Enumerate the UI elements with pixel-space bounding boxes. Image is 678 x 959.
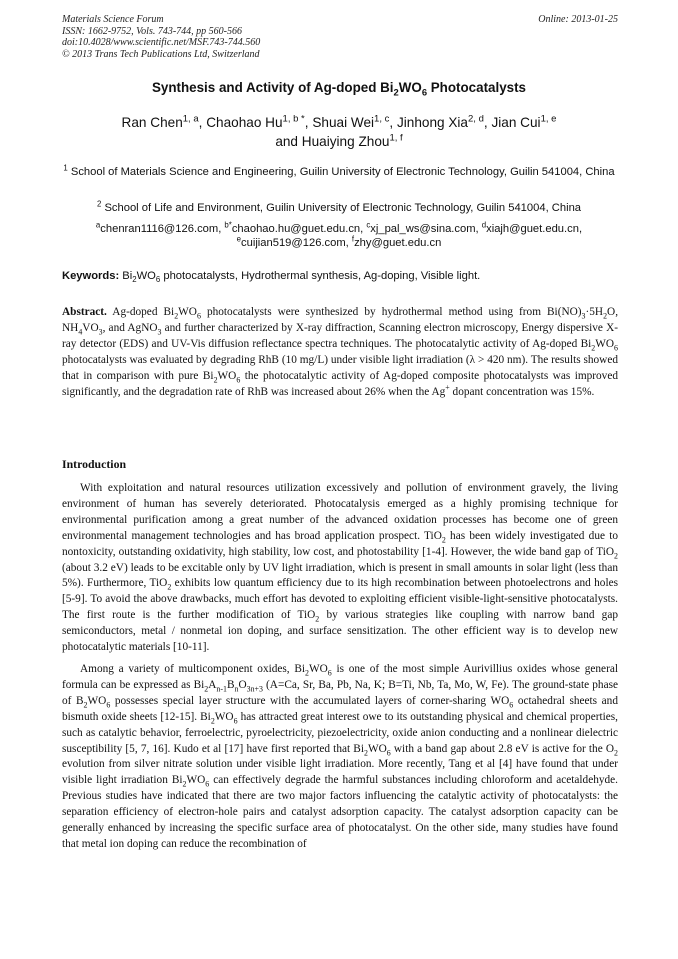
keywords-label: Keywords: (62, 270, 120, 282)
title-text: Photocatalysts (427, 80, 527, 95)
abstract-subscript: 6 (236, 374, 241, 384)
author-separator: , (304, 115, 313, 130)
email-address: chenran1116@126.com, (100, 223, 225, 235)
email-key: a (95, 220, 101, 230)
paragraph-subscript: 2 (315, 614, 320, 624)
abstract-text: O, NH (62, 306, 619, 334)
abstract-subscript: 6 (614, 343, 618, 353)
affiliation-text: School of Materials Science and Engineering, Guilin University of Electronic Technology, Guilin 541004, China (70, 166, 615, 178)
abstract (62, 305, 618, 400)
email-key: b* (224, 220, 232, 230)
paragraph-text: Among a variety of multicomponent oxides, Bi (80, 663, 306, 675)
paragraph-text: B (226, 678, 235, 691)
paragraph-subscript: 6 (509, 700, 514, 710)
title-subscript: 6 (421, 87, 428, 98)
section-heading-introduction: Introduction (62, 457, 127, 471)
author-line-1 (40, 113, 638, 132)
paragraph-subscript: 6 (386, 747, 391, 757)
paragraph-text: exhibits low quantum efficiency due to its high recombination between photoelectrons and holes [5-9]. To avoid the above drawbacks, much effort has devoted to exploiting efficient visible-light-sensitive photocatalysts. The first route is the further modification of TiO (62, 577, 618, 622)
author-affil-mark: 2, d (468, 113, 484, 125)
abstract-subscript: 6 (196, 311, 201, 321)
author-separator: , (198, 115, 207, 130)
intro-paragraph-1 (62, 481, 618, 656)
abstract-text: , and AgNO (102, 321, 158, 334)
abstract-text: and further characterized by X-ray diffraction, Scanning electron microscopy, Energy dispersive X-ray detector (EDS) and UV-Vis diffusion reflectance spectra techniques. The photocatalytic activity of Ag-doped Bi (62, 321, 618, 350)
paragraph-text: WO (87, 694, 107, 707)
affiliation-number: 1 (63, 163, 68, 173)
paragraph-subscript: 3n+3 (246, 684, 263, 694)
paragraph-text: A (208, 678, 217, 691)
keywords-subscript: 2 (132, 275, 137, 285)
paragraph-text: has attracted great interest owe to its outstanding physical and chemical properties, such as catalytic behavior, ferroelectric, pyroelectricity, piezoelectricity, oxide anion conducting and a nonlinear dielectric susceptibility [5, 7, 16]. Kudo et al [17] have first reported that Bi (62, 710, 618, 755)
affiliation-text: School of Life and Environment, Guilin University of Electronic Technology, Guilin 541004, China (104, 202, 582, 214)
affiliation-number: 2 (96, 199, 102, 209)
paragraph-text: is one of the most simple Aurivillius oxides whose general formula can be expressed as Bi (62, 663, 618, 691)
abstract-subscript: 3 (157, 327, 162, 337)
paragraph-text: has been widely investigated due to nontoxicity, outstanding oxidativity, high stability, low cost, and photostability [1-4]. However, the wide band gap of TiO (62, 529, 618, 558)
paragraph-text: O (238, 678, 247, 691)
abstract-superscript: + (445, 382, 450, 392)
abstract-subscript: 2 (174, 311, 179, 321)
abstract-text: photocatalysts were synthesized by hydrothermal method using from Bi(NO) (200, 306, 582, 318)
email-key: c (366, 220, 371, 230)
email-key: f (351, 234, 355, 244)
abstract-text: VO (82, 321, 99, 334)
paragraph-text: possesses special layer structure with the accumulated layers of corner-sharing WO (110, 694, 510, 707)
abstract-text: WO (595, 337, 615, 350)
paragraph-subscript: 2 (614, 747, 618, 757)
paragraph-subscript: 2 (305, 668, 309, 678)
email-address: xiajh@guet.edu.cn, (486, 223, 583, 235)
journal-name: Materials Science Forum (62, 14, 164, 25)
email-list (60, 222, 618, 250)
abstract-text: Ag-doped Bi (106, 306, 175, 318)
author-list (40, 113, 638, 151)
keywords-text: Bi (119, 270, 133, 282)
abstract-text: dopant concentration was 15%. (449, 385, 595, 398)
paragraph-text: WO (214, 710, 234, 723)
paragraph-text: WO (186, 774, 206, 787)
author-separator: , (389, 115, 397, 130)
title-text: Synthesis and Activity of Ag-doped Bi (151, 80, 394, 95)
paper-title (40, 80, 638, 98)
author-name: Huaiying Zhou (301, 134, 390, 149)
paragraph-text: WO (367, 742, 387, 755)
email-address: chaohao.hu@guet.edu.cn, (231, 223, 367, 235)
paragraph-subscript: 2 (363, 747, 368, 757)
author-affil-mark: 1, e (540, 113, 557, 125)
intro-paragraph-2 (62, 662, 618, 853)
paragraph-text: can effectively degrade the harmful substances including chloroform and acetaldehyde. Previous studies have indicated that there are two major factors influencing the catalytic activity of photocatalysts: the separation efficiency of electron-hole pairs and catalyst adsorption capacity. The catalyst adsorption capacity can be generally enhanced by increasing the specific surface area of photocatalyst. On the other side, many studies have found that metal ion doping can reduce the recombination of (62, 774, 618, 850)
keywords-text: WO (136, 270, 156, 282)
abstract-subscript: 3 (98, 327, 103, 337)
paragraph-subscript: 2 (83, 700, 88, 710)
author-name: Jian Cui (491, 115, 541, 130)
paragraph-subscript: 6 (327, 668, 332, 678)
author-name: Shuai Wei (312, 115, 375, 130)
author-name: Chaohao Hu (206, 115, 283, 130)
issn-line: ISSN: 1662-9752, Vols. 743-744, pp 560-566 (62, 25, 242, 37)
online-date: Online: 2013-01-25 (538, 14, 618, 25)
abstract-subscript: 3 (581, 311, 586, 321)
abstract-subscript: 2 (591, 343, 596, 353)
author-name: Jinhong Xia (396, 115, 468, 130)
doi-line: doi:10.4028/www.scientific.net/MSF.743-744.560 (62, 37, 261, 48)
abstract-text: WO (178, 306, 197, 318)
paragraph-text: (about 3.2 eV) leads to be excitable only by UV light irradiation, which is present in small amounts in solar light (less than 5%). Furthermore, TiO (62, 561, 618, 590)
author-name: Ran Chen (121, 115, 183, 130)
email-key: d (481, 220, 487, 230)
abstract-subscript: 4 (78, 327, 83, 337)
title-text: WO (398, 80, 422, 95)
keywords (62, 270, 618, 285)
affiliation-2 (60, 201, 618, 215)
author-separator: , (483, 115, 492, 130)
author-affil-mark: 1, b * (282, 113, 305, 125)
paragraph-text: With exploitation and natural resources utilization excessively and pollution of environment gravely, the living environment of human has severely deteriorated. Photocatalysis emerged as a highly promising technique for environmental purification among a great number of the advanced oxidation processes has become one of green environmental management technologies and has broad application prospect. TiO (62, 482, 618, 542)
paragraph-subscript: 2 (210, 715, 215, 725)
email-key: e (236, 234, 242, 244)
paragraph-text: evolution from silver nitrate solution under visible light irradiation. More recently, Tang et al [4] have found that under visible light irradiation Bi (62, 758, 618, 787)
paragraph-text: octahedral sheets and bismuth oxide sheets [12-15]. Bi (62, 694, 618, 723)
paragraph-subscript: 2 (441, 534, 446, 544)
abstract-text: WO (217, 369, 237, 382)
paragraph-subscript: 2 (614, 550, 618, 560)
email-address: cuijian519@126.com, (241, 237, 352, 249)
author-affil-mark: 1, a (182, 113, 199, 125)
keywords-subscript: 6 (155, 275, 161, 285)
abstract-subscript: 2 (603, 311, 608, 321)
keywords-text: photocatalysts, Hydrothermal synthesis, Ag-doping, Visible light. (160, 270, 481, 282)
paragraph-subscript: 2 (182, 779, 187, 789)
paragraph-text: (A=Ca, Sr, Ba, Pb, Na, K; B=Ti, Nb, Ta, Mo, W, Fe). The ground-state phase of B (62, 678, 618, 707)
paragraph-subscript: 6 (106, 700, 111, 710)
affiliation-1 (60, 165, 618, 179)
title-subscript: 2 (393, 87, 399, 98)
abstract-label: Abstract. (62, 306, 107, 318)
email-address: zhy@guet.edu.cn (354, 237, 442, 249)
paragraph-subscript: 6 (233, 715, 238, 725)
journal-header (62, 14, 618, 60)
paragraph-text: by various strategies like coupling with narrow band gap semiconductors, metal / nonmetal ion doping, and surface sensitization. The other efficient way is to develop new photocatalytic materials [10-11]. (62, 609, 618, 654)
abstract-text: photocatalysts was evaluated by degrading RhB (10 mg/L) under visible light irradiation (λ > 420 nm). The results showed that in comparison with pure Bi (62, 353, 618, 382)
paragraph-text: with a band gap about 2.8 eV is active for the O (390, 742, 615, 755)
abstract-text: the photocatalytic activity of Ag-doped composite photocatalysts was improved significantly, and the degradation rate of RhB was increased about 26% when the Ag (62, 369, 618, 398)
author-affil-mark: 1, f (389, 132, 403, 144)
paragraph-text: WO (308, 663, 328, 675)
author-affil-mark: 1, c (374, 113, 390, 125)
paragraph-subscript: 6 (205, 779, 210, 789)
paragraph-subscript: 2 (167, 582, 172, 592)
author-line-2 (40, 132, 638, 151)
abstract-text: ·5H (585, 306, 604, 318)
paragraph-subscript: 2 (204, 684, 209, 694)
abstract-subscript: 2 (213, 374, 218, 384)
paragraph-subscript: n-1 (216, 684, 227, 694)
author-and: and (275, 134, 302, 149)
copyright-line: © 2013 Trans Tech Publications Ltd, Switzerland (62, 48, 260, 60)
email-address: xj_pal_ws@sina.com, (370, 223, 482, 235)
paragraph-subscript: n (234, 684, 239, 694)
